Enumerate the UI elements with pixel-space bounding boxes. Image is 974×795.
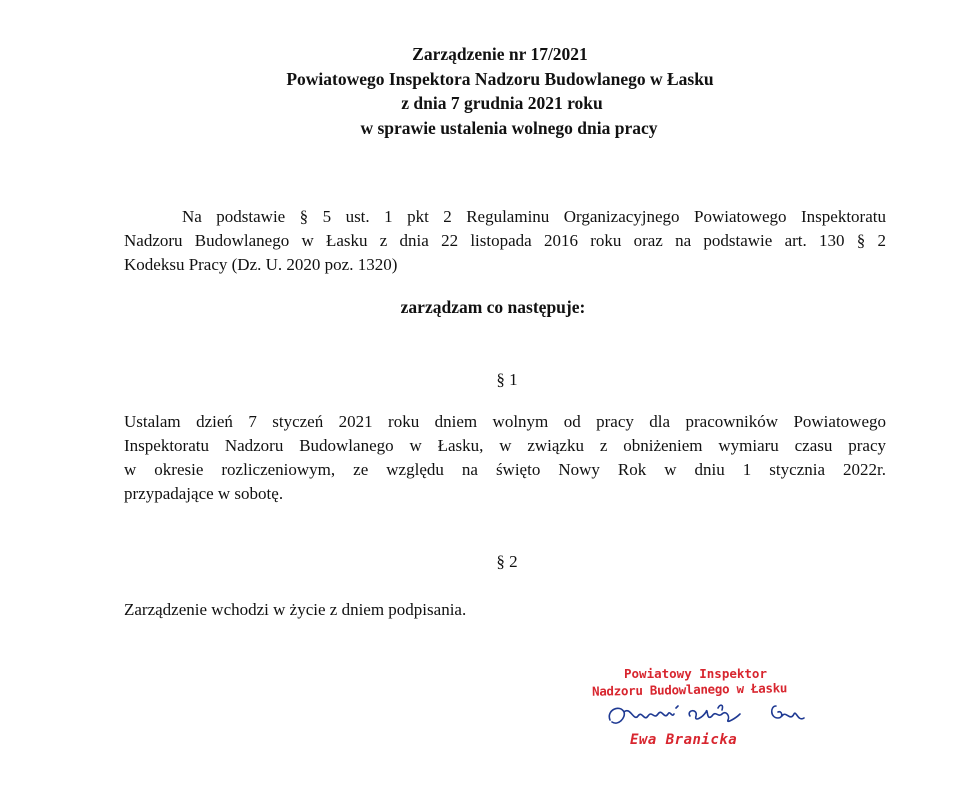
section-1-line: Inspektoratu Nadzoru Budowlanego w Łasku, w związku z obniżeniem wymiaru czasu pracy	[124, 436, 886, 455]
legal-basis-line: Nadzoru Budowlanego w Łasku z dnia 22 listopada 2016 roku oraz na podstawie art. 130 § 2	[124, 231, 886, 250]
document-title: Zarządzenie nr 17/2021	[412, 44, 588, 64]
section-2-mark: § 2	[496, 552, 518, 571]
section-1-paragraph	[124, 410, 886, 506]
stamp-office-line: Nadzoru Budowlanego w Łasku	[591, 680, 788, 699]
legal-basis-paragraph	[124, 205, 886, 277]
section-1-mark: § 1	[496, 370, 518, 389]
date-line: z dnia 7 grudnia 2021 roku	[401, 93, 603, 113]
section-2-text: Zarządzenie wchodzi w życie z dniem podpisania.	[124, 600, 467, 619]
legal-basis-line: Kodeksu Pracy (Dz. U. 2020 poz. 1320)	[124, 255, 398, 274]
decree-phrase: zarządzam co następuje:	[400, 297, 586, 317]
section-1-line: w okresie rozliczeniowym, ze względu na święto Nowy Rok w dniu 1 stycznia 2022r.	[124, 460, 886, 479]
legal-basis-line: Na podstawie § 5 ust. 1 pkt 2 Regulaminu Organizacyjnego Powiatowego Inspektoratu	[182, 207, 886, 226]
handwritten-signature	[590, 692, 830, 737]
document-header	[0, 42, 974, 140]
stamp-title-line: Powiatowy Inspektor	[624, 666, 767, 681]
subject-line: w sprawie ustalenia wolnego dnia pracy	[360, 117, 658, 138]
stamp-name-line: Ewa Branicka	[630, 732, 738, 748]
section-1-line: przypadające w sobotę.	[124, 484, 284, 503]
section-1-line: Ustalam dzień 7 styczeń 2021 roku dniem wolnym od pracy dla pracowników Powiatowego	[124, 412, 886, 431]
issuer-line: Powiatowego Inspektora Nadzoru Budowlanego w Łasku	[286, 68, 714, 89]
official-stamp	[590, 664, 830, 764]
